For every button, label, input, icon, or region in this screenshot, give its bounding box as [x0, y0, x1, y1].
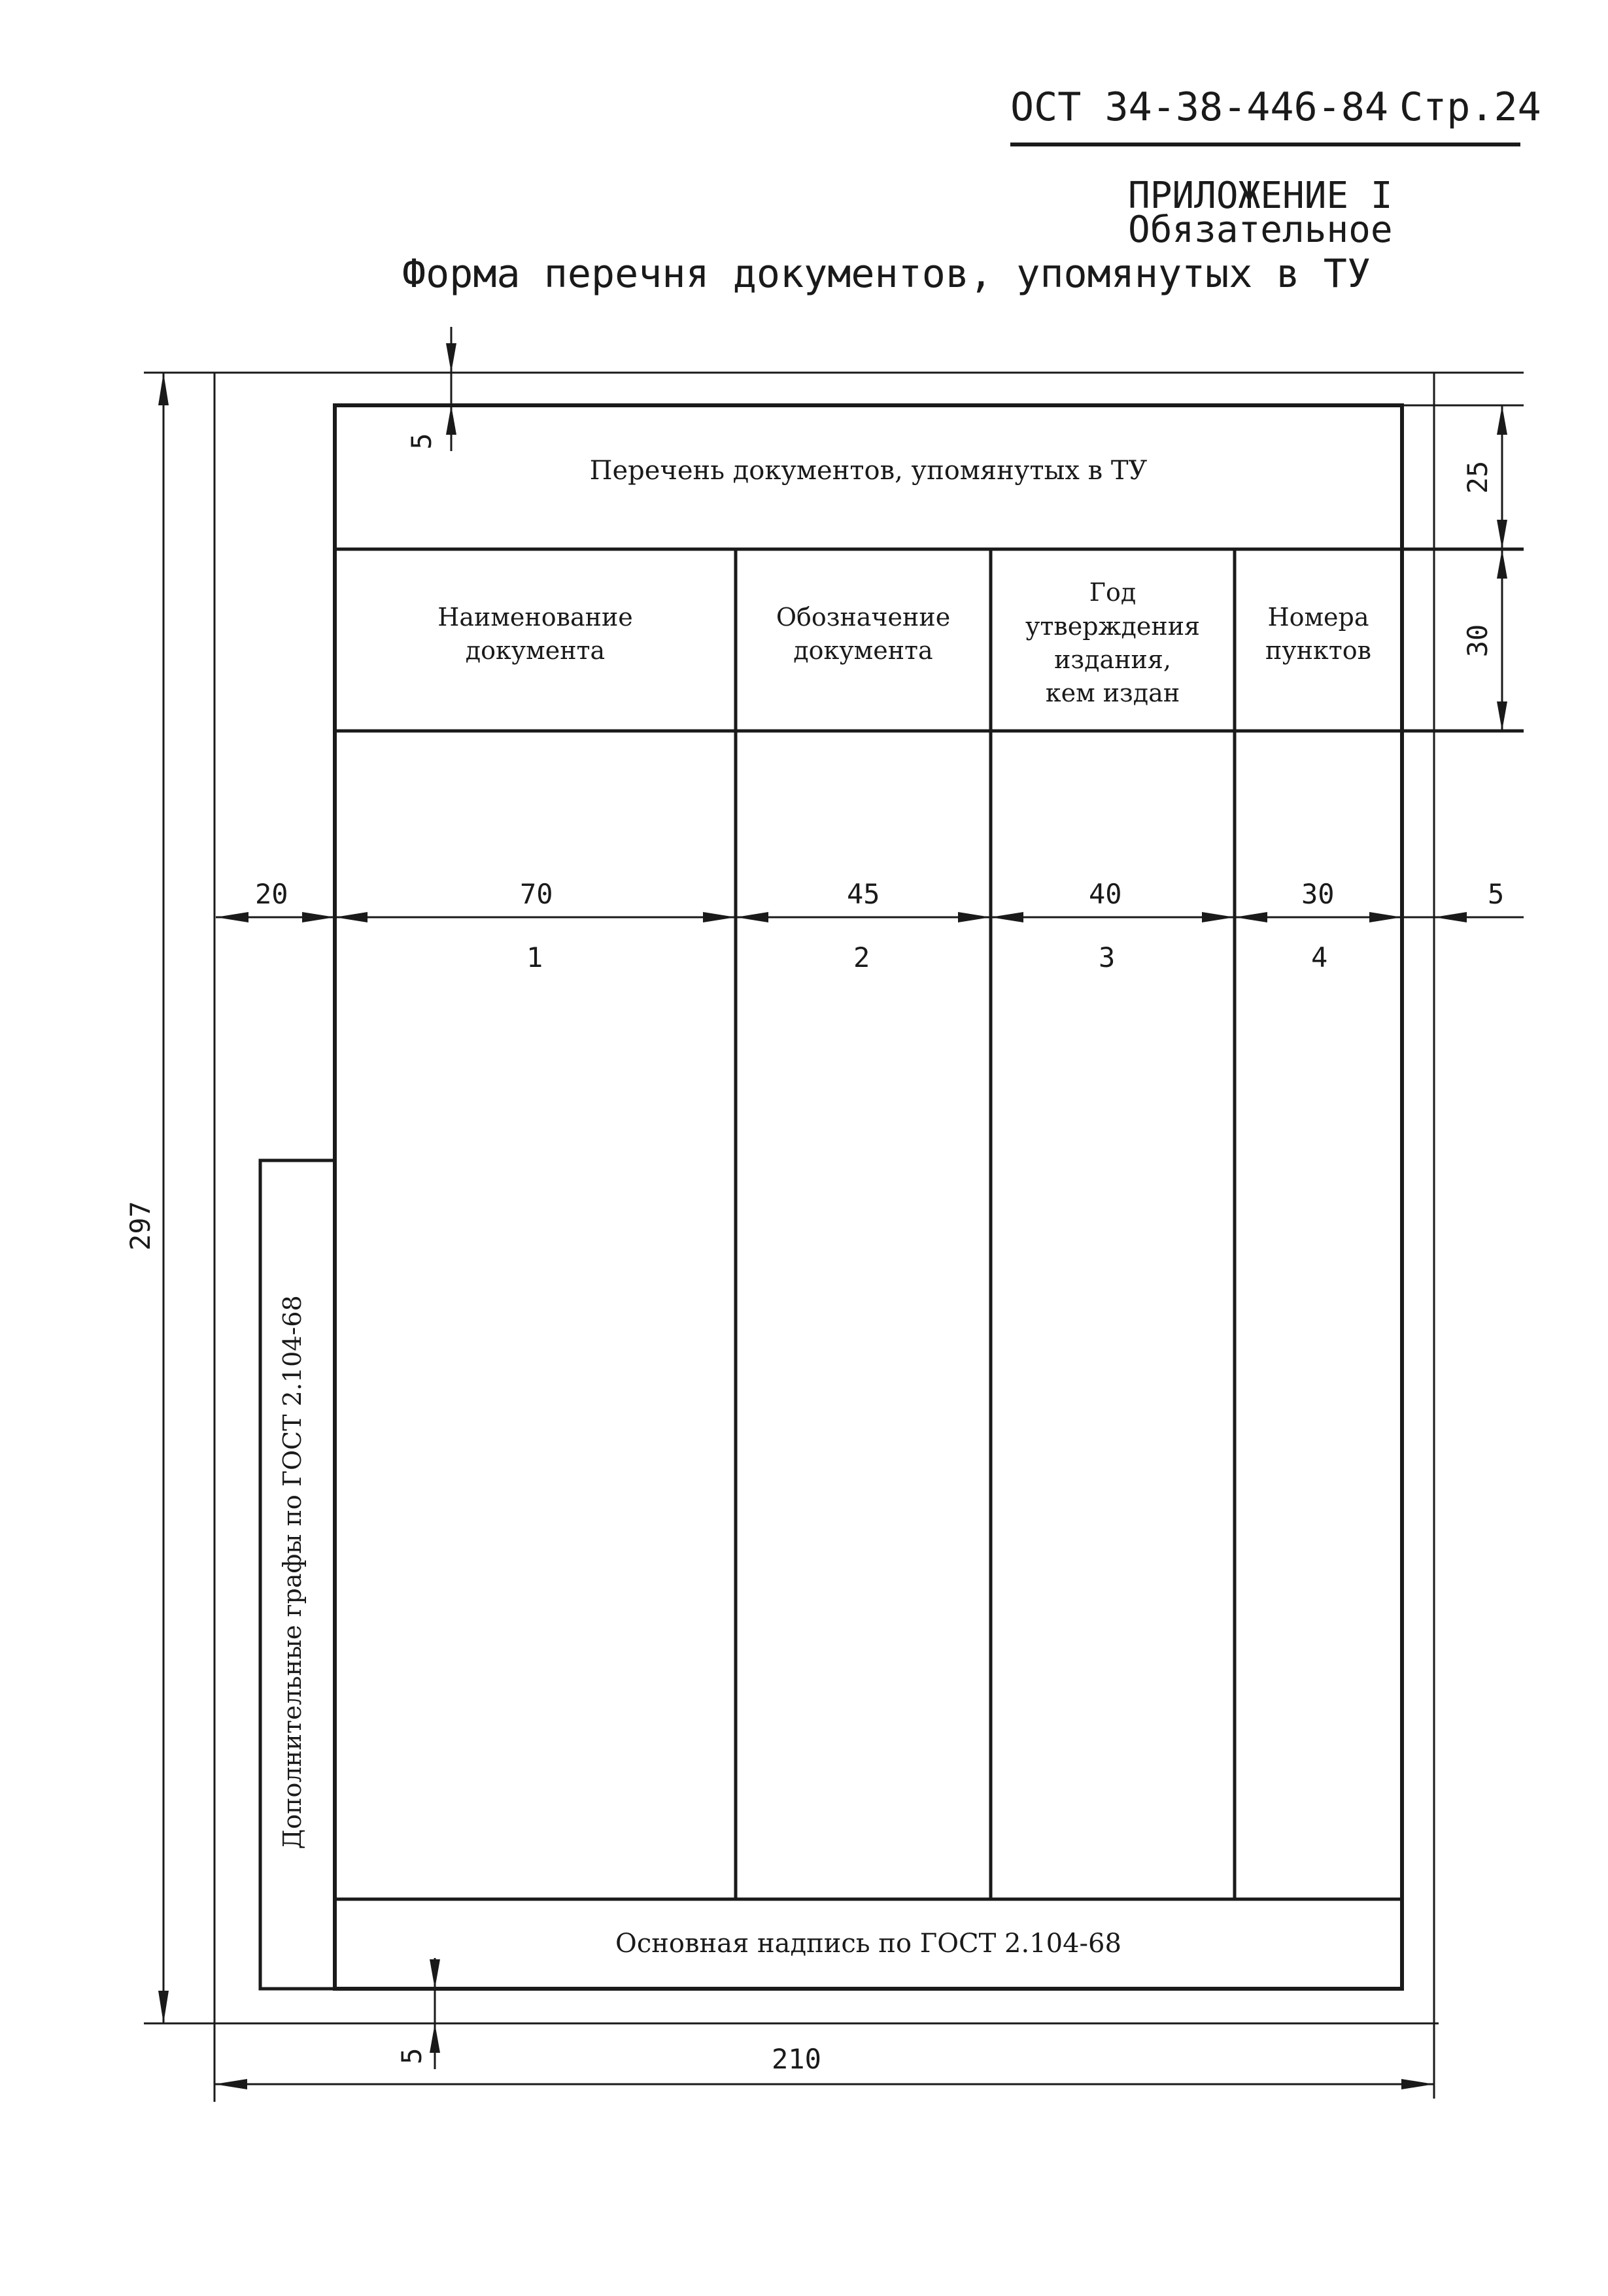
dim-col-2-width: 45 — [847, 878, 880, 910]
dim-arrow-20-right — [302, 912, 335, 922]
dim-left-margin: 20 — [255, 878, 288, 910]
dim-right-margin: 5 — [1488, 878, 1505, 910]
column-header-1: Наименование документа — [437, 602, 633, 665]
form-footer: Основная надпись по ГОСТ 2.104-68 — [615, 1928, 1121, 1959]
dim-25-arrow-bottom — [1497, 520, 1507, 549]
bottom-gap-arrow-up — [430, 2023, 440, 2053]
dim-arrow-30-left — [1235, 912, 1267, 922]
dim-sheet-width: 210 — [772, 2043, 821, 2075]
dim-arrow-45-right — [958, 912, 991, 922]
column-number-3: 3 — [1099, 941, 1116, 973]
dim-col-4-width: 30 — [1301, 878, 1335, 910]
dim-arrow-45-left — [736, 912, 768, 922]
dim-col-1-width: 70 — [520, 878, 553, 910]
dim-arrow-20-left — [216, 912, 248, 922]
dim-title-height: 25 — [1462, 460, 1494, 494]
column-header-4: Номера пунктов — [1265, 602, 1372, 665]
dim-30-arrow-top — [1497, 549, 1507, 579]
document-code: ОСТ 34-38-446-84 — [1010, 84, 1388, 130]
width-210-arrow-left — [214, 2079, 247, 2089]
dim-arrow-40-left — [991, 912, 1023, 922]
form-title: Перечень документов, упомянутых в ТУ — [589, 456, 1148, 486]
column-header-3: Год утверждения издания, кем издан — [1025, 578, 1201, 708]
dim-arrow-70-left — [335, 912, 368, 922]
appendix-title: ПРИЛОЖЕНИЕ I — [1128, 175, 1393, 217]
page-number: Стр.24 — [1399, 84, 1541, 130]
dim-arrow-30-right — [1369, 912, 1402, 922]
dim-25-arrow-top — [1497, 405, 1507, 435]
dim-arrow-5-left — [1434, 912, 1467, 922]
column-header-2: Обозначение документа — [776, 602, 951, 665]
dim-sheet-height: 297 — [124, 1201, 156, 1251]
height-arrow-top — [158, 373, 169, 405]
dim-header-height: 30 — [1462, 624, 1494, 658]
dim-col-3-width: 40 — [1089, 878, 1122, 910]
top-gap-arrow-down — [446, 343, 456, 373]
appendix-status: Обязательное — [1128, 209, 1393, 251]
width-210-arrow-right — [1401, 2079, 1434, 2089]
column-number-2: 2 — [853, 941, 870, 973]
column-number-1: 1 — [526, 941, 543, 973]
dim-arrow-70-right — [703, 912, 736, 922]
figure-caption: Форма перечня документов, упомянутых в ТУ — [402, 251, 1371, 297]
column-number-4: 4 — [1311, 941, 1328, 973]
height-arrow-bottom — [158, 1991, 169, 2023]
dim-bottom-gap: 5 — [396, 2048, 428, 2065]
dim-30-arrow-bottom — [1497, 701, 1507, 731]
dim-arrow-40-right — [1202, 912, 1235, 922]
dim-top-gap: 5 — [405, 433, 437, 450]
side-box-label: Дополнительные графы по ГОСТ 2.104-68 — [278, 1295, 307, 1849]
